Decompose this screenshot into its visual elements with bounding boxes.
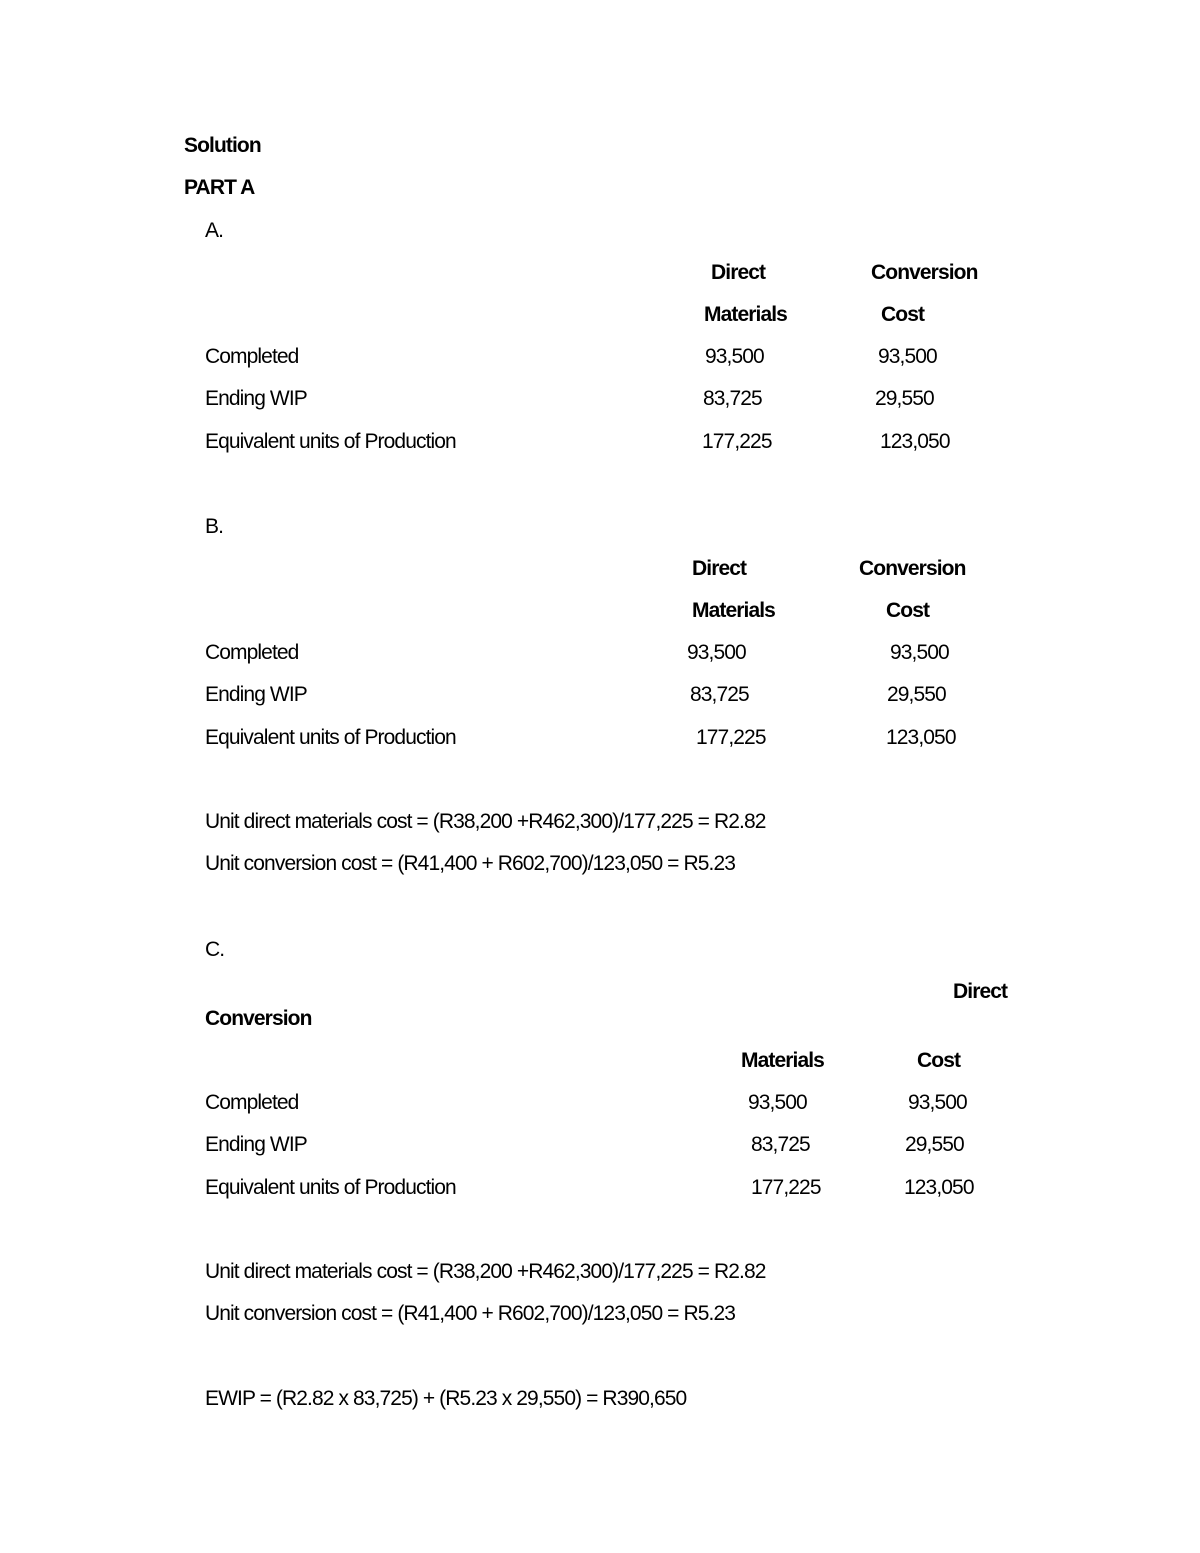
section-b-row-label: Ending WIP [205,683,307,706]
section-a-row-cc: 123,050 [880,430,950,453]
section-a-row-label: Ending WIP [205,387,307,410]
section-c-cost-header: Cost [917,1049,961,1072]
section-b-row-dm: 177,225 [696,726,766,749]
section-c-conversion-header: Conversion [205,1007,312,1030]
section-a-label: A. [205,219,224,242]
section-b-unit-cc-formula: Unit conversion cost = (R41,400 + R602,700)/123,050 = R5.23 [205,852,736,875]
section-a-row-label: Equivalent units of Production [205,430,456,453]
section-c-row-label: Completed [205,1091,299,1114]
section-b-row-label: Completed [205,641,299,664]
section-c-label: C. [205,938,225,961]
section-b-col1-header-line2: Materials [692,599,775,622]
section-b-row-dm: 93,500 [687,641,746,664]
section-b-col2-header-line1: Conversion [859,557,966,580]
section-a-col1-header-line1: Direct [711,261,766,284]
document-heading: Solution [184,134,261,157]
section-a-row-dm: 177,225 [702,430,772,453]
section-c-row-cc: 123,050 [904,1176,974,1199]
section-a-col1-header-line2: Materials [704,303,787,326]
section-b-label: B. [205,515,224,538]
section-a-row-cc: 93,500 [878,345,937,368]
section-b-row-cc: 29,550 [887,683,946,706]
section-a-row-dm: 93,500 [705,345,764,368]
section-c-row-cc: 29,550 [905,1133,964,1156]
section-b-col2-header-line2: Cost [886,599,930,622]
section-a-row-cc: 29,550 [875,387,934,410]
section-c-row-cc: 93,500 [908,1091,967,1114]
section-b-row-dm: 83,725 [690,683,749,706]
section-c-direct-header: Direct [953,980,1008,1003]
section-c-ewip-formula: EWIP = (R2.82 x 83,725) + (R5.23 x 29,550) = R390,650 [205,1387,687,1410]
section-c-unit-dm-formula: Unit direct materials cost = (R38,200 +R462,300)/177,225 = R2.82 [205,1260,766,1283]
section-c-row-dm: 177,225 [751,1176,821,1199]
section-a-col2-header-line1: Conversion [871,261,978,284]
section-c-row-dm: 93,500 [748,1091,807,1114]
section-a-row-dm: 83,725 [703,387,762,410]
section-b-row-cc: 123,050 [886,726,956,749]
section-b-unit-dm-formula: Unit direct materials cost = (R38,200 +R462,300)/177,225 = R2.82 [205,810,766,833]
section-c-row-label: Ending WIP [205,1133,307,1156]
section-b-row-cc: 93,500 [890,641,949,664]
section-c-materials-header: Materials [741,1049,824,1072]
section-c-unit-cc-formula: Unit conversion cost = (R41,400 + R602,700)/123,050 = R5.23 [205,1302,736,1325]
part-title: PART A [184,176,255,199]
section-a-col2-header-line2: Cost [881,303,925,326]
section-b-col1-header-line1: Direct [692,557,747,580]
section-a-row-label: Completed [205,345,299,368]
section-b-row-label: Equivalent units of Production [205,726,456,749]
section-c-row-dm: 83,725 [751,1133,810,1156]
section-c-row-label: Equivalent units of Production [205,1176,456,1199]
